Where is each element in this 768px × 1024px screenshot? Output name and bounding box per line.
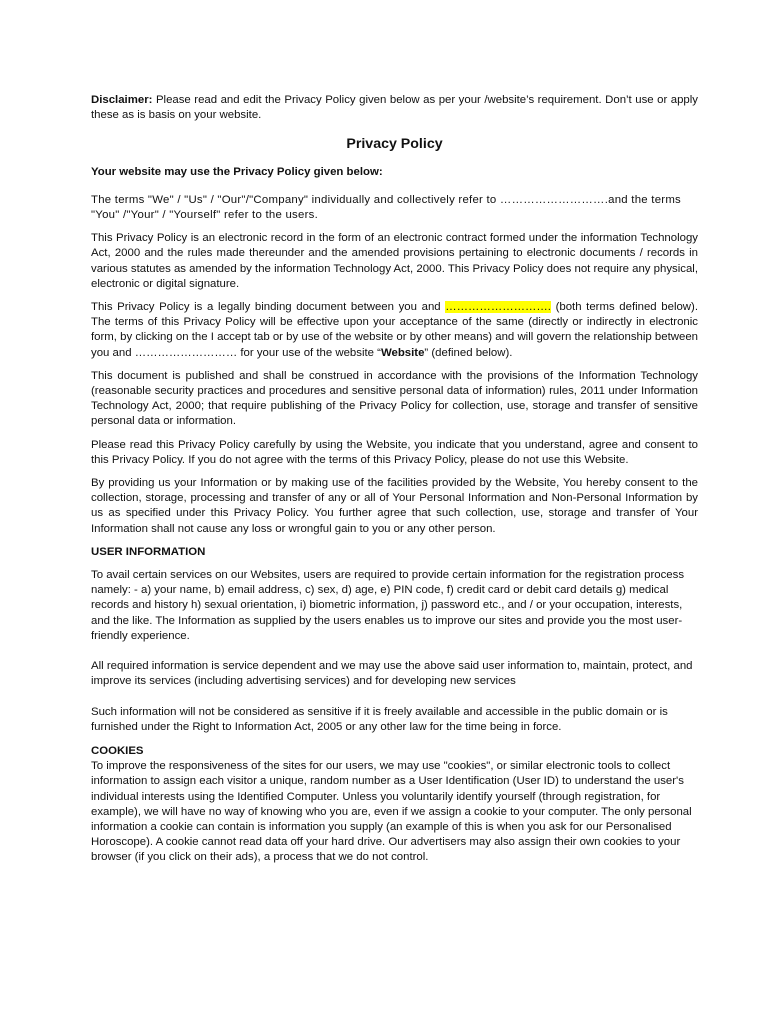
disclaimer-label: Disclaimer: — [91, 94, 153, 106]
paragraph-avail-services: To avail certain services on our Websites, users are required to provide certain information for the registration process namely: - a) your name, b) email address, c) sex, d) age, e) PIN code, f) credit card or debit card details g) medical records and history h) sexual orientation, i) biometric information, j) password etc., and / or your occupation, interests, and the like. The Information as supplied by the users enables us to improve our sites and provide you the most user-friendly experience. — [91, 569, 685, 642]
heading-user-information: USER INFORMATION — [91, 545, 206, 558]
website-term: Website — [380, 346, 425, 359]
paragraph-required-info: All required information is service dependent and we may use the above said user information to, maintain, protect, and improve its services (including advertising services) and for developing new services — [91, 660, 693, 688]
binding-post: ” (defined below). — [424, 346, 513, 359]
paragraph-cookies: To improve the responsiveness of the sites for our users, we may use "cookies", or similar electronic tools to collect information to assign each visitor a unique, random number as a User Identification (User ID) to understand the user's individual interests using the Identified Computer. Unless you voluntarily identify yourself (through registration, for example), we will have no way of knowing who you are, even if we assign a cookie to your computer. The only personal information a cookie can contain is information you supply (an example of this is when you ask for our Personalised Horoscope). A cookie cannot read data off your hard drive. Our advertisers may also assign their own cookies to your browser (if you click on their ads), a process that we do not control. — [91, 760, 692, 864]
binding-pre: This Privacy Policy is a legally binding document between you and — [91, 301, 446, 314]
paragraph-providing-info: By providing us your Information or by making use of the facilities provided by the Website, You hereby consent to the collection, storage, processing and transfer of any or all of Your Personal Information and Non-Personal Information by us as specified under this Privacy Policy. You further agree that such collection, use, storage and transfer of Your Information shall not cause any loss or wrongful gain to you or any other person. — [91, 477, 698, 535]
paragraph-sensitive-info: Such information will not be considered as sensitive if it is freely available and accessible in the public domain or is furnished under the Right to Information Act, 2005 or any other law for the time being in force. — [91, 705, 668, 733]
paragraph-published: This document is published and shall be construed in accordance with the provisions of the Information Technology (reasonable security practices and procedures and sensitive personal data of information) rules, 2011 under Information Technology Act, 2000; that require publishing of the Privacy Policy for collection, use, storage and transfer of sensitive personal data or information. — [91, 369, 698, 428]
paragraph-binding-document — [91, 300, 698, 361]
binding-mid: (both terms defined below). The terms of this Privacy Policy will be effective upon your acceptance of the same (directly or indirectly in electronic form, by clicking on the I accept tab or by use of the website or by other means) and will govern the relationship between you and ……………………… for your use of the website “ — [91, 301, 698, 359]
subtitle: Your website may use the Privacy Policy given below: — [91, 165, 383, 178]
document-page — [91, 93, 698, 866]
paragraph-read-policy: Please read this Privacy Policy carefully by using the Website, you indicate that you understand, agree and consent to this Privacy Policy. If you do not agree with the terms of this Privacy Policy, please do not use this Website. — [91, 438, 698, 466]
disclaimer — [91, 93, 698, 123]
paragraph-electronic-record: This Privacy Policy is an electronic record in the form of an electronic contract formed under the information Technology Act, 2000 and the rules made thereunder and the amended provisions pertaining to electronic documents / records in various statutes as amended by the information Technology Act, 2000. This Privacy Policy does not require any physical, electronic or digital signature. — [91, 232, 698, 290]
disclaimer-text: Please read and edit the Privacy Policy given below as per your /website’s requirement. Don’t use or apply these as is basis on your website. — [91, 94, 698, 122]
highlighted-blank: ………………………. — [445, 301, 551, 314]
heading-cookies: COOKIES — [91, 744, 144, 757]
page-title: Privacy Policy — [346, 136, 443, 153]
paragraph-terms: The terms "We" / "Us" / "Our"/"Company" individually and collectively refer to ……………………….and the terms "You" /"Your" / "Yourself" refer to the users. — [91, 193, 682, 222]
